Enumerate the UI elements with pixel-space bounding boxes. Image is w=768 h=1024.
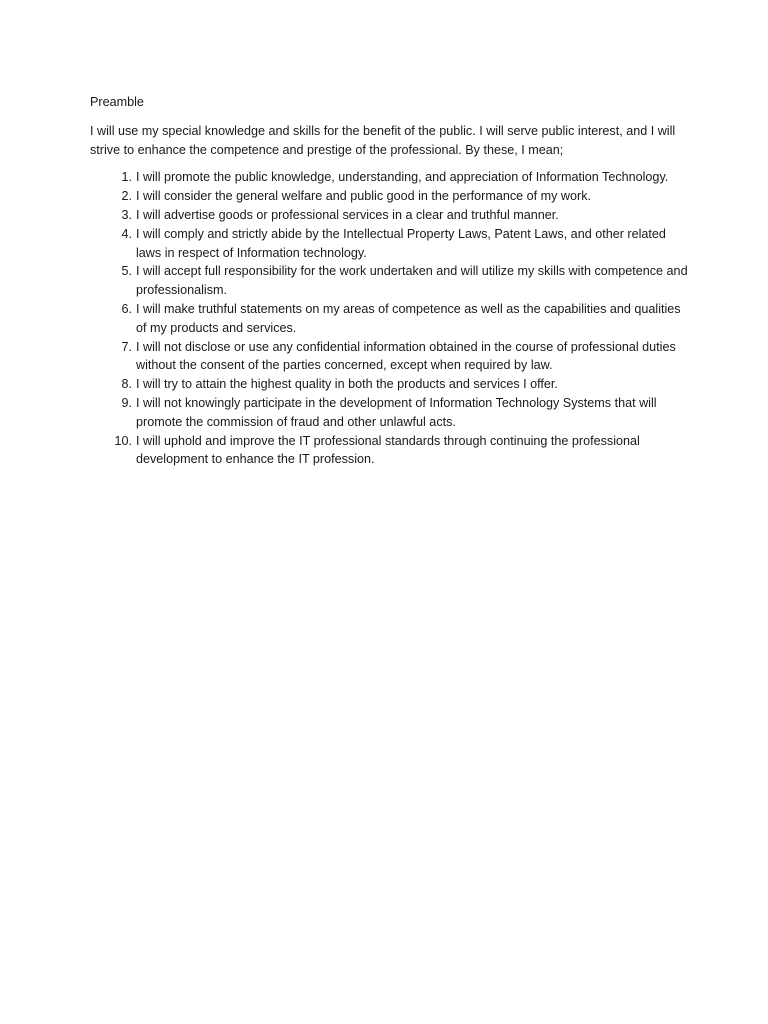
list-item [90,375,690,394]
list-item [90,338,690,376]
list-item-text: I will uphold and improve the IT professional standards through continuing the professional development to enhance the IT profession. [136,433,640,467]
list-item-text: I will not disclose or use any confidential information obtained in the course of professional duties without the consent of the parties concerned, except when required by law. [136,339,676,373]
list-item [90,432,690,470]
list-item [90,225,690,263]
list-item [90,300,690,338]
document-page [90,93,690,469]
numbered-list [90,168,690,469]
list-item [90,187,690,206]
list-item-number: 5. [121,264,132,279]
list-item-number: 1. [121,170,132,185]
list-item-number: 4. [121,226,132,241]
list-item [90,206,690,225]
list-item-number: 9. [121,395,132,410]
list-item-text: I will comply and strictly abide by the Intellectual Property Laws, Patent Laws, and other related laws in respect of Information technology. [136,226,666,260]
list-item-number: 6. [121,301,132,316]
document-heading: Preamble [90,95,144,109]
list-item-text: I will accept full responsibility for the work undertaken and will utilize my skills with competence and professionalism. [136,264,688,298]
list-item-text: I will consider the general welfare and public good in the performance of my work. [136,189,592,204]
list-item-text: I will make truthful statements on my areas of competence as well as the capabilities and qualities of my products and services. [136,301,681,335]
list-item-text: I will promote the public knowledge, understanding, and appreciation of Information Technology. [136,170,669,185]
list-item-number: 7. [121,339,132,354]
list-item [90,394,690,432]
list-item-text: I will advertise goods or professional services in a clear and truthful manner. [136,207,559,222]
intro-paragraph: I will use my special knowledge and skills for the benefit of the public. I will serve public interest, and I will strive to enhance the competence and prestige of the professional. By these, I mean; [90,123,676,157]
list-item-text: I will try to attain the highest quality in both the products and services I offer. [136,377,558,392]
list-item-number: 10. [114,433,132,448]
list-item [90,262,690,300]
list-item [90,168,690,187]
list-item-number: 3. [121,207,132,222]
list-item-number: 8. [121,377,132,392]
list-item-text: I will not knowingly participate in the development of Information Technology Systems that will promote the commission of fraud and other unlawful acts. [136,395,657,429]
list-item-number: 2. [121,189,132,204]
